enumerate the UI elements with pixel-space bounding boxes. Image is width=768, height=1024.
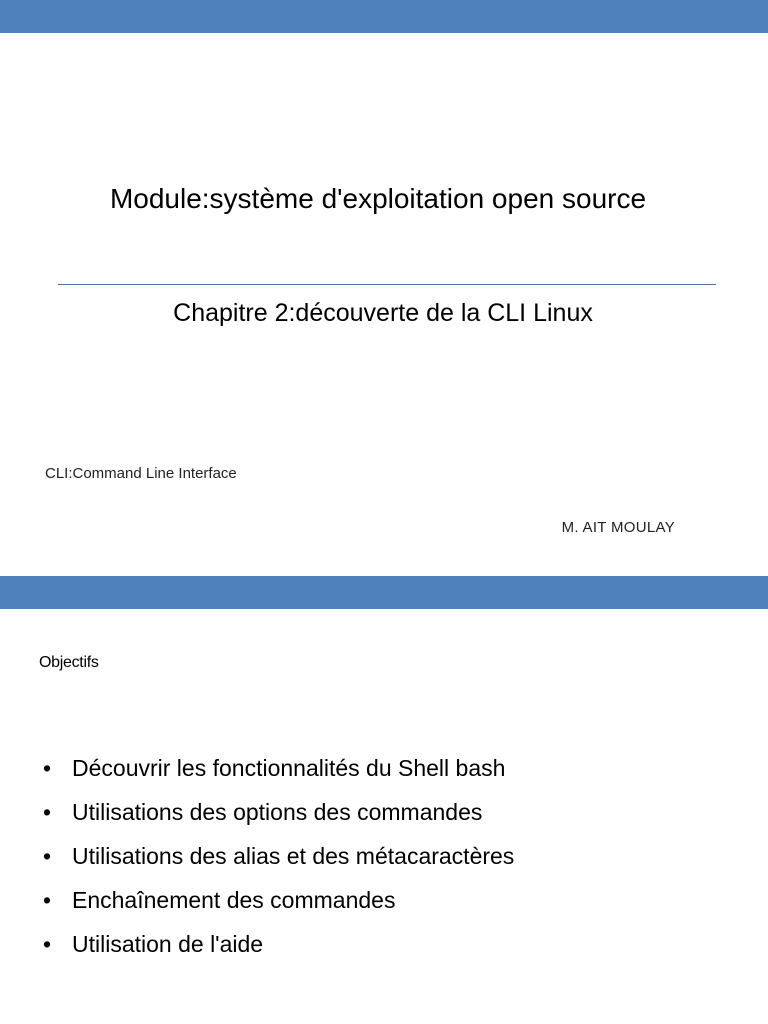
bullet-icon: •	[43, 799, 52, 825]
chapter-title: Chapitre 2:découverte de la CLI Linux	[173, 299, 593, 327]
header-bar	[0, 576, 768, 609]
objective-text: Enchaînement des commandes	[72, 887, 396, 913]
objective-text: Utilisation de l'aide	[72, 931, 264, 957]
bullet-icon: •	[43, 931, 52, 957]
objectives-list	[43, 752, 514, 972]
bullet-icon: •	[43, 887, 52, 913]
objective-text: Découvrir les fonctionnalités du Shell bash	[72, 755, 506, 781]
list-item	[43, 928, 514, 972]
title-divider	[58, 284, 716, 285]
objectives-heading: Objectifs	[39, 654, 99, 671]
objective-text: Utilisations des alias et des métacaractères	[72, 843, 515, 869]
list-item	[43, 752, 514, 796]
cli-definition: CLI:Command Line Interface	[45, 465, 237, 482]
objectives-slide	[0, 576, 768, 1024]
header-bar	[0, 0, 768, 33]
objective-text: Utilisations des options des commandes	[72, 799, 483, 825]
list-item	[43, 840, 514, 884]
list-item	[43, 796, 514, 840]
bullet-icon: •	[43, 843, 52, 869]
module-title: Module:système d'exploitation open source	[109, 183, 647, 214]
author-name: M. AIT MOULAY	[561, 519, 675, 536]
bullet-icon: •	[43, 755, 52, 781]
list-item	[43, 884, 514, 928]
